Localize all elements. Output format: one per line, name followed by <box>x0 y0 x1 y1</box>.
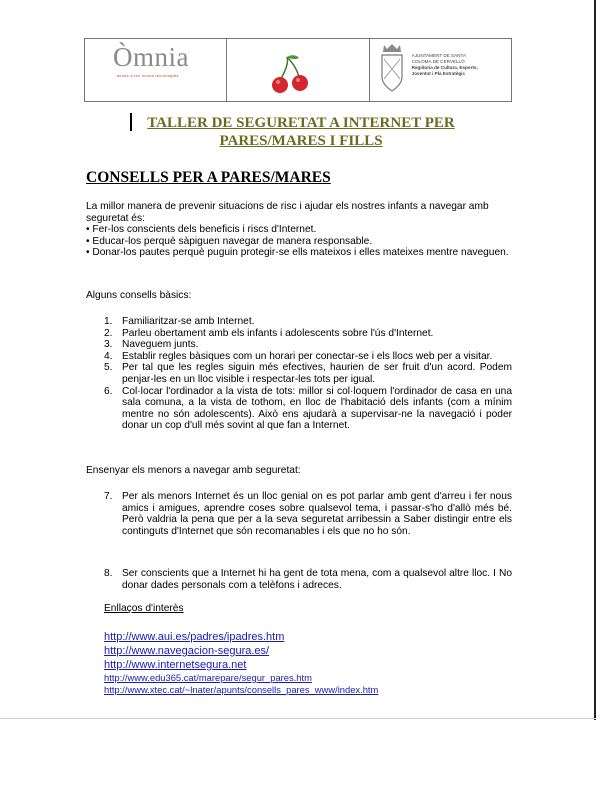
list-item: 2. Parleu obertament amb els infants i adolescents sobre l'ús d'Internet. <box>104 327 434 339</box>
cherry-logo-icon <box>269 53 319 97</box>
intro-paragraph: La millor manera de prevenir situacions de risc i ajudar els nostres infants a navegar amb seguretat és: <box>86 201 489 224</box>
minors-list[interactable] <box>104 491 512 537</box>
list-item: 7. Per als menors Internet és un lloc genial on es pot parlar amb gent d'arreu i fer nous amics i amigues, aprendre coses sobre qualsevol tema, i passar-s'ho d'allò més bé. Però valdria la pena que per a la seva seguretat arribessin a Saber distingir entre els continguts d'Internet que són recomanables i els que no ho són. <box>104 491 512 537</box>
header-logo-table <box>84 38 512 102</box>
ajuntament-line: Regidoria de Cultura, Esports, <box>411 65 478 70</box>
minors-heading[interactable]: Ensenyar els menors a navegar amb seguretat: <box>86 465 301 476</box>
section-heading[interactable]: CONSELLS PER A PARES/MARES <box>86 169 331 186</box>
list-item: 8. Ser conscients que a Internet hi ha gent de tota mena, com a qualsevol altre lloc. I No donar dades personals com a telèfons i adreces. <box>104 568 512 591</box>
list-item: 3. Naveguem junts. <box>104 339 199 351</box>
omnia-logo: Òmnia <box>113 42 189 72</box>
ajuntament-line: Joventut i Pla Estratègic <box>411 71 466 76</box>
link-edu365[interactable]: http://www.edu365.cat/marepare/segur_pares.htm <box>104 672 312 683</box>
basics-heading[interactable]: Alguns consells bàsics: <box>86 290 192 301</box>
omnia-tagline: accés a les noves tecnologies <box>117 73 179 78</box>
link-internetsegura[interactable]: http://www.internetsegura.net <box>104 659 247 671</box>
intro-bullet: • Fer-los conscients dels beneficis i riscs d'Internet. <box>86 224 317 236</box>
omnia-logo-cell <box>85 39 227 101</box>
cherry-logo-cell <box>227 39 369 101</box>
ajuntament-line: COLOMA DE CERVELLÓ <box>411 59 465 64</box>
ajuntament-logo-cell <box>370 39 511 101</box>
intro-bullet: • Educar-los perquè sàpiguen navegar de manera responsable. <box>86 235 373 247</box>
ajuntament-text <box>412 53 512 77</box>
link-navegacion-segura[interactable]: http://www.navegacion-segura.es/ <box>104 645 270 657</box>
list-item: 5. Per tal que les regles siguin més efectives, haurien de ser fruit d'un acord. Podem penjar-les en un lloc visible i respectar-les tots per igual. <box>104 362 512 385</box>
minors-list-2[interactable] <box>104 568 512 591</box>
ajuntament-shield-icon <box>378 43 406 99</box>
ajuntament-line: AJUNTAMENT DE SANTA <box>411 53 467 58</box>
page-bottom-edge <box>0 718 596 719</box>
link-aui[interactable]: http://www.aui.es/padres/ipadres.htm <box>104 631 285 643</box>
list-item: 1. Familiaritzar-se amb Internet. <box>104 316 255 327</box>
list-item: 4. Establir regles bàsiques com un horari per conectar-se i els llocs web per a visitar. <box>104 350 493 362</box>
intro-block[interactable] <box>86 201 512 259</box>
links-heading: Enllaços d'interès <box>104 603 184 614</box>
links-block <box>104 630 504 672</box>
link-xtec[interactable]: http://www.xtec.cat/~lnater/apunts/consells_pares_www/index.htm <box>104 684 379 695</box>
title-line: TALLER DE SEGURETAT A INTERNET PER <box>147 115 455 131</box>
list-item: 6. Col·locar l'ordinador a la vista de tots: millor si col·loquem l'ordinador de casa en una sala comuna, a la vista de tothom, en lloc de l'habitació dels infants (com a mínim mentre no són adolescents). Això ens ajudarà a supervisar-ne la navegació i poder donar un cop d'ull més sovint al que fan a Internet. <box>104 385 512 432</box>
basics-list[interactable] <box>104 316 512 432</box>
title-line: PARES/MARES I FILLS <box>219 133 383 149</box>
document-title[interactable] <box>128 114 474 150</box>
page-edge <box>594 0 596 720</box>
intro-bullet: • Donar-los pautes perquè puguin protegir-se ells mateixos i elles mateixes mentre naveguen. <box>86 247 509 259</box>
links-block-small <box>104 672 504 696</box>
